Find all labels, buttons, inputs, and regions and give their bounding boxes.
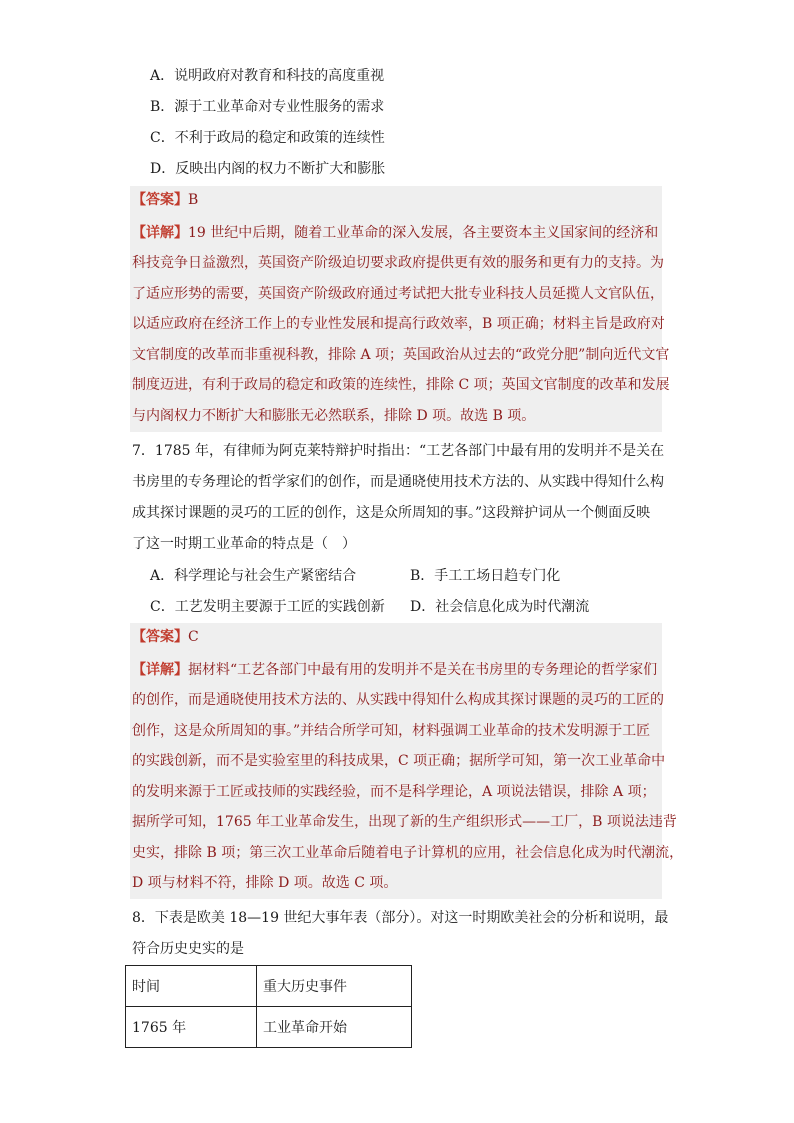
q6-answer-tag: 【答案】 [132,192,188,208]
q6-detail-line: 以适应政府在经济工作上的专业性发展和提高行政效率，B 项正确；材料主旨是政府对 [132,316,665,332]
q7-detail-tag: 【详解】 [132,662,188,678]
table-cell: 1765 年 [126,1007,257,1048]
q8-stem-line: 符合历史史实的是 [132,941,244,957]
q6-detail-line [132,223,658,243]
q7-stem-line: 了这一时期工业革命的特点是（ ） [132,536,356,552]
table-row [126,1007,412,1048]
q8-stem-line: 8．下表是欧美 18—19 世纪大事年表（部分）。对这一时期欧美社会的分析和说明，最 [132,910,669,926]
q6-detail-line: 与内阁权力不断扩大和膨胀无必然联系，排除 D 项。故选 B 项。 [132,408,536,424]
q7-option-a: A．科学理论与社会生产紧密结合 [150,568,357,584]
q6-detail-tag: 【详解】 [132,225,188,241]
q7-answer [132,627,199,647]
table-header-cell: 时间 [126,966,257,1007]
q6-answer [132,190,198,210]
q6-option-d: D．反映出内阁的权力不断扩大和膨胀 [150,161,386,177]
q6-option-b: B．源于工业革命对专业性服务的需求 [150,99,385,115]
q7-detail-line: 的实践创新，而不是实验室里的科技成果，C 项正确；据所学可知，第一次工业革命中 [132,753,666,769]
q6-answer-value: B [188,192,199,208]
table-cell: 工业革命开始 [257,1007,412,1048]
table-header-cell: 重大历史事件 [257,966,412,1007]
q7-option-b: B．手工工场日趋专门化 [410,568,561,584]
q6-detail-line: 制度迈进，有利于政局的稳定和政策的连续性，排除 C 项；英国文官制度的改革和发展 [132,377,670,393]
q7-stem-line: 7．1785 年，有律师为阿克莱特辩护时指出：“工艺各部门中最有用的发明并不是关在 [132,443,665,459]
q7-detail-text: 据材料“工艺各部门中最有用的发明并不是关在书房里的专务理论的哲学家们 [188,662,658,678]
table-header-row [126,966,412,1007]
q7-detail-line: 史实，排除 B 项；第三次工业革命后随着电子计算机的应用，社会信息化成为时代潮流， [132,845,684,861]
q7-stem-line: 书房里的专务理论的哲学家们的创作，而是通晓使用技术方法的、从实践中得知什么构 [132,474,664,490]
q7-option-d: D．社会信息化成为时代潮流 [410,599,590,615]
q6-option-a: A．说明政府对教育和科技的高度重视 [150,68,385,84]
q6-detail-line: 了适应形势的需要，英国资产阶级政府通过考试把大批专业科技人员延揽人文官队伍， [132,286,664,302]
q7-detail-line: 据所学可知，1765 年工业革命发生，出现了新的生产组织形式——工厂，B 项说法违背 [132,814,677,830]
q7-detail-line: D 项与材料不符，排除 D 项。故选 C 项。 [132,875,398,891]
q6-detail-line: 文官制度的改革而非重视科教，排除 A 项；英国政治从过去的“政党分肥”制向近代文官 [132,347,670,363]
q7-detail-line: 的创作，而是通晓使用技术方法的、从实践中得知什么构成其探讨课题的灵巧的工匠的 [132,692,664,708]
q7-detail-line [132,660,657,680]
q7-stem-line: 成其探讨课题的灵巧的工匠的创作，这是众所周知的事。”这段辩护词从一个侧面反映 [132,505,651,521]
q7-option-c: C．工艺发明主要源于工匠的实践创新 [150,599,385,615]
q8-events-table [125,965,412,1048]
q6-option-c: C．不利于政局的稳定和政策的连续性 [150,130,385,146]
q7-answer-tag: 【答案】 [132,629,188,645]
q7-detail-line: 创作，这是众所周知的事。”并结合所学可知，材料强调工业革命的技术发明源于工匠 [132,723,651,739]
q6-detail-text: 19 世纪中后期，随着工业革命的深入发展，各主要资本主义国家间的经济和 [188,225,659,241]
q6-detail-line: 科技竞争日益激烈，英国资产阶级迫切要求政府提供更有效的服务和更有力的支持。为 [132,255,664,271]
q7-answer-value: C [188,629,199,645]
q7-detail-line: 的发明来源于工匠或技师的实践经验，而不是科学理论，A 项说法错误，排除 A 项； [132,784,656,800]
